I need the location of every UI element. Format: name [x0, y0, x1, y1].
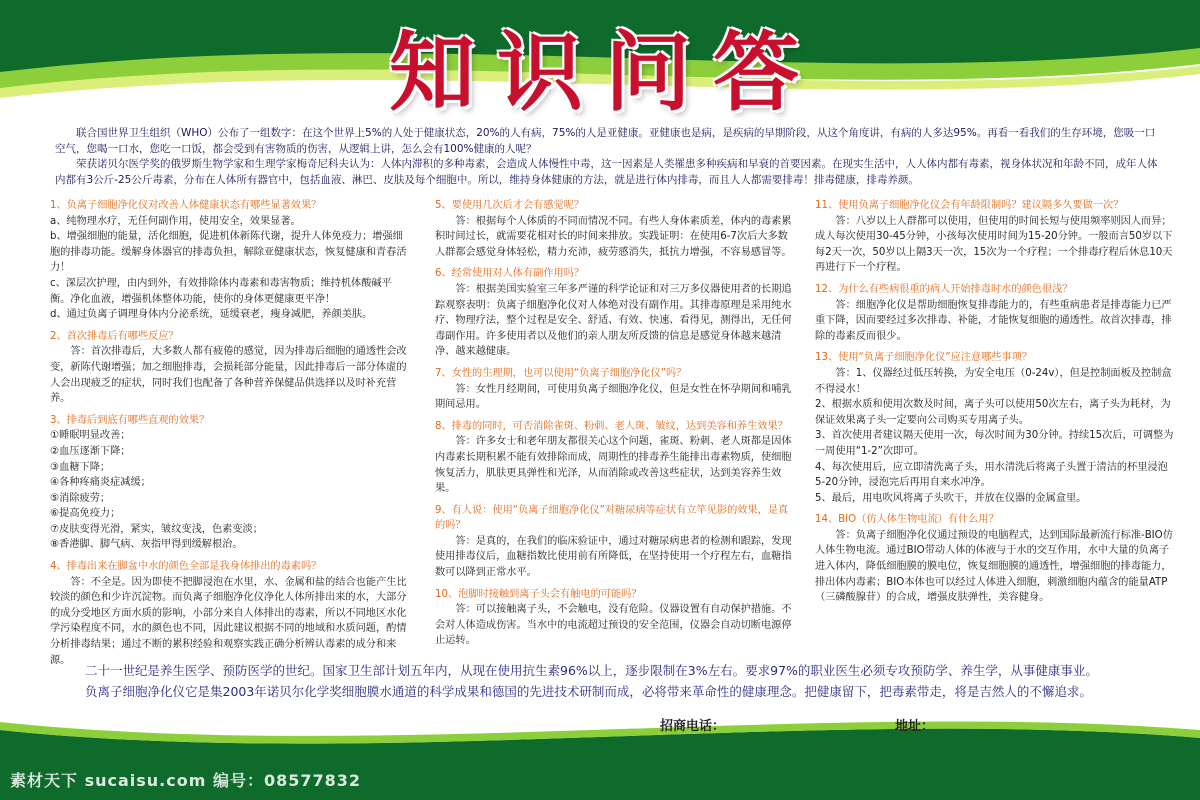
qa-item — [815, 350, 1177, 506]
qa-item — [50, 559, 412, 668]
answer-line: ⑥提高免疫力； — [50, 508, 121, 520]
qa-item — [815, 512, 1177, 606]
qa-column-left — [50, 198, 412, 674]
qa-item — [435, 366, 797, 413]
question: 2、首次排毒后有哪些反应？ — [50, 330, 179, 342]
qa-column-right — [815, 198, 1177, 612]
answer-line: d、通过负离子调理身体内分泌系统，延缓衰老，瘦身减肥，养颜美肤。 — [50, 309, 373, 321]
answer-line: 3、首次使用者建议隔天使用一次，每次时间为30分钟。持续15次后，可调整为一周使用“1-2”次即可。 — [815, 430, 1174, 457]
answer: 答：细胞净化仪是帮助细胞恢复排毒能力的，有些重病患者是排毒能力已严重下降，因而要经过多次排毒、补能，才能恢复细胞的通透性。故首次排毒，排除的毒素反而很少。 — [815, 299, 1172, 342]
intro-paragraph: 荣获诺贝尔医学奖的俄罗斯生物学家和生理学家梅奇尼科夫认为：人体内滞积的多种毒素，会造成人体慢性中毒，这一因素是人类罹患多种疾病和早衰的首要因素。在现实生活中，人人体内都有毒素，视身体状况和年龄不同，成年人体内都有3公斤-25公斤毒素，分布在人体所有器官中，包括血液、淋巴、皮肤及每个细胞中。所以，维持身体健康的方法，就是进行体内排毒，而且人人都需要排毒！排毒健康，排毒养颜。 — [55, 158, 1158, 186]
question: 12、为什么有些病很重的病人开始排毒时水的颜色很浅？ — [815, 283, 1073, 295]
address-label: 地址： — [895, 719, 935, 734]
answer: 答：许多女士和老年朋友都很关心这个问题，雀斑、粉刺、老人斑都是因体内毒素长期积累不能有效排除而成，周期性的排毒养生能排出毒素物质，使细胞恢复活力，肌肤更具弹性和光泽，从而消除或改善这些症状，达到美容养生效果。 — [435, 436, 792, 495]
qa-item — [435, 419, 797, 497]
intro-paragraph: 联合国世界卫生组织（WHO）公布了一组数字：在这个世界上5%的人处于健康状态，20%的人有病，75%的人是亚健康。亚健康也是病，是疾病的早期阶段，从这个角度讲，有病的人多达95%。再看一看我们的生存环境，您吸一口空气，您喝一口水，您吃一口饭，都会受到有害物质的伤害，从逻辑上讲，怎么会有100%健康的人呢？ — [55, 127, 1156, 155]
question: 9、有人说：使用“负离子细胞净化仪”对糖尿病等症状有立竿见影的效果，是真的吗？ — [435, 504, 789, 532]
answer: 答：负离子细胞净化仪通过预设的电脑程式，达到国际最新流行标准-BIO仿人体生物电流。通过BIO带动人体的体液与于水的交互作用，水中大量的负离子进入体内，降低细胞膜的膜电位，恢复细胞膜的通透性，增强细胞的排毒能力，排出体内毒素；BIO本体也可以经过人体进入细胞，刺激细胞内蕴含的能量ATP（三磷酸腺苷）的合成，增强皮肤弹性，美容健身。 — [815, 529, 1173, 604]
answer-line: c、深层次护理，由内到外，有效排除体内毒素和毒害物质；维持机体酸碱平衡。净化血液，增强机体整体功能，使你的身体更健康更平净！ — [50, 277, 392, 305]
qa-item — [50, 198, 412, 323]
answer: 答：根据每个人体质的不同而情况不同。有些人身体素质差，体内的毒素累积时间过长，就需要花相对长的时间来排放。实践证明：在使用6-7次后大多数人群都会感觉身体轻松，精力充沛，疲劳感消失，抵抗力增强，不容易感冒等。 — [435, 215, 792, 258]
closing-section — [60, 660, 1160, 702]
answer: 答：是真的，在我们的临床验证中，通过对糖尿病患者的检测和跟踪，发现使用排毒仪后，血糖指数比使用前有所降低，在坚持使用一个疗程左右，血糖指数可以降到正常水平。 — [435, 535, 792, 579]
answer-line: ⑤消除疲劳； — [50, 492, 111, 504]
answer: 答：可以接触离子头，不会触电，没有危险。仪器设置有自动保护措施。不会对人体造成伤害。当水中的电流超过预设的安全范围，仪器会自动切断电源停止运转。 — [435, 604, 792, 647]
closing-paragraph: 二十一世纪是养生医学、预防医学的世纪。国家卫生部计划五年内，从现在使用抗生素96%以上，逐步限制在3%左右。要求97%的职业医生必须专攻预防学、养生学，从事健康事业。 — [85, 663, 1098, 678]
answer-line: ⑦皮肤变得光滑，紧实，皱纹变浅，色素变淡； — [50, 523, 263, 535]
answer-line: 5、最后，用电吹风将离子头吹干，并放在仪器的金属盒里。 — [815, 492, 1087, 504]
qa-item — [435, 587, 797, 649]
question: 5、要使用几次后才会有感觉呢？ — [435, 200, 585, 211]
answer: 答：八岁以上人群都可以使用，但使用的时间长短与使用频率则因人而异；成人每次使用30-45分钟，小孩每次使用时间为15-20分钟。一般而言50岁以下每2天一次，50岁以上隔3天一次，15次为一个疗程；一个排毒疗程后休息10天再进行下一个疗程。 — [815, 215, 1173, 274]
answer: 答：不全是。因为即使不把脚浸泡在水里，水、金属和盐的结合也能产生比较淡的颜色和少许沉淀物。而负离子细胞净化仪净化人体所排出来的水，大部分的成分受地区方面水质的影响，小部分来自人体排出的毒素，所以不同地区水化学污染程度不同，水的颜色也不同，因此建议根据不同的地域和水质问题，酌情分析排毒结果；通过不断的累积经验和观察实践正确分析辨认毒素的成分和来源。 — [50, 576, 407, 666]
qa-item — [50, 329, 412, 407]
answer-line: ②血压逐渐下降； — [50, 445, 131, 457]
question: 11、使用负离子细胞净化仪会有年龄限制吗？建议隔多久要做一次？ — [815, 200, 1124, 211]
qa-item — [50, 413, 412, 553]
question: 1、负离子细胞净化仪对改善人体健康状态有哪些显著效果？ — [50, 200, 322, 211]
answer-line: 答：1、仪器经过低压转换，为安全电压（0-24v），但是控制面板及控制盒不得浸水！ — [815, 367, 1172, 395]
page-title: 知识问答 — [389, 23, 821, 123]
qa-item — [435, 198, 797, 260]
answer-line: b、增强细胞的能量，活化细胞，促进机体新陈代谢，提升人体免疫力；增强细胞的排毒功能。缓解身体器官的排毒负担，解除亚健康状态，恢复健康和青春活力！ — [50, 231, 407, 274]
question: 8、排毒的同时，可否消除雀斑、粉刺、老人斑、皱纹，达到美容和养生效果？ — [435, 420, 788, 432]
investment-phone-label: 招商电话： — [660, 719, 726, 734]
answer: 答：根据美国实验室三年多严谨的科学论证和对三万多仪器使用者的长期追踪观察表明：负离子细胞净化仪对人体绝对没有副作用。其排毒原理是采用纯水疗、物理疗法，整个过程是安全、舒适、有效、快速、看得见，测得出，无任何毒副作用。许多使用者以及他们的亲人朋友所反馈的信息是感觉身体越来越清净、越来越健康。 — [435, 283, 792, 358]
intro-section — [55, 126, 1165, 188]
question: 10、泡脚时接触到离子头会有触电的可能吗？ — [435, 588, 642, 600]
answer-line: a、纯物理水疗，无任何副作用，使用安全，效果显著。 — [50, 215, 301, 227]
closing-paragraph: 负离子细胞净化仪它是集2003年诺贝尔化学奖细胞膜水通道的科学成果和德国的先进技术研制而成，必将带来革命性的健康理念。把健康留下，把毒素带走，将是吉然人的不懈追求。 — [85, 684, 1092, 699]
question: 4、排毒出来在脚盆中水的颜色全部是我身体排出的毒素吗？ — [50, 561, 322, 573]
question: 14、BIO（仿人体生物电流）有什么用？ — [815, 514, 999, 526]
answer-line: ⑧香港脚、脚气病、灰指甲得到缓解根治。 — [50, 539, 243, 551]
answer-line: ④各种疼痛炎症减缓； — [50, 477, 151, 489]
question: 7、女性的生理期，也可以使用“负离子细胞净化仪”吗？ — [435, 367, 687, 379]
qa-column-middle — [435, 198, 797, 655]
question: 13、使用“负离子细胞净化仪”应注意哪些事项？ — [815, 352, 1033, 364]
question: 6、经常使用对人体有副作用吗？ — [435, 268, 585, 280]
answer-line: 2、根据水质和使用次数及时间，离子头可以使用50次左右，离子头为耗材，为保证效果离子头一定要向公司购买专用离子头。 — [815, 399, 1171, 426]
question: 3、排毒后到底有哪些直观的效果？ — [50, 414, 210, 426]
answer: 答：首次排毒后，大多数人都有疲倦的感觉，因为排毒后细胞的通透性会改变，新陈代谢增强；加之细胞排毒，会损耗部分能量，因此排毒后一部分体虚的人会出现疲乏的症状，同时我们也配备了各种营养保健品供选择以及时补充营养。 — [50, 346, 407, 405]
qa-item — [815, 282, 1177, 344]
qa-item — [435, 503, 797, 581]
answer-line: ③血糖下降； — [50, 461, 111, 473]
answer-line: ①睡眠明显改善； — [50, 430, 131, 442]
watermark-text: 素材天下 sucaisu.com 编号：08577832 — [10, 771, 362, 790]
qa-item — [435, 266, 797, 360]
qa-item — [815, 198, 1177, 276]
answer-line: 4、每次使用后，应立即清洗离子头，用水清洗后将离子头置于清洁的杯里浸泡5-20分钟，浸泡完后再用自来水冲净。 — [815, 461, 1168, 489]
answer: 答：女性月经期间，可使用负离子细胞净化仪，但是女性在怀孕期间和哺乳期间忌用。 — [435, 383, 792, 411]
